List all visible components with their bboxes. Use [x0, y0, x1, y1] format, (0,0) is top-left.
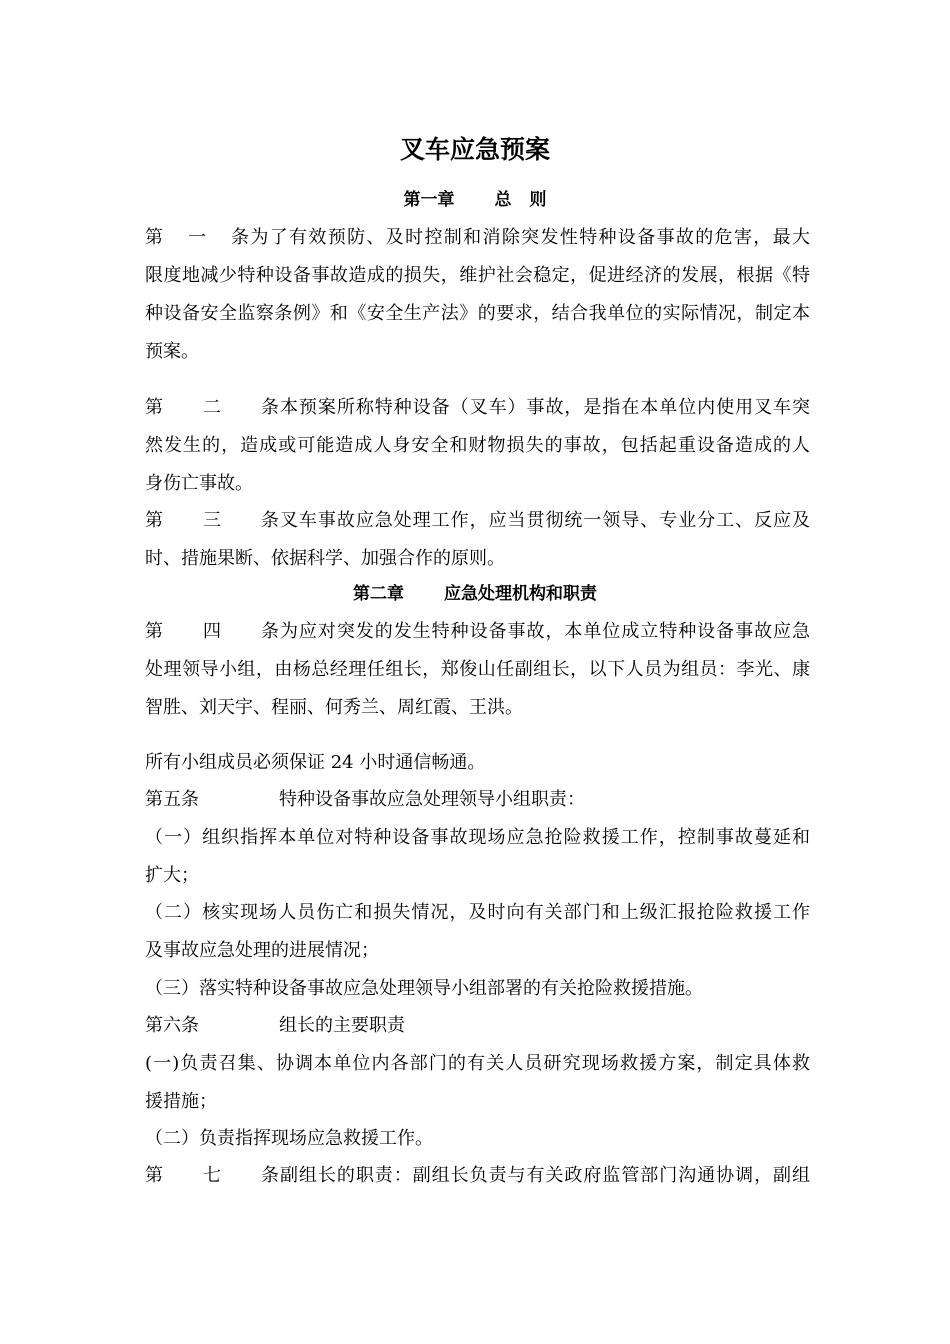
- article-5-label: 第五条: [145, 789, 199, 810]
- article-3-line-2: 时、措施果断、依据科学、加强合作的原则。: [145, 548, 505, 569]
- chapter-1-name-part1: 总: [494, 190, 512, 210]
- article-5-item-2-line-1: （二）核实现场人员伤亡和损失情况，及时向有关部门和上级汇报抢险救援工作: [145, 902, 810, 923]
- contact-note: 所有小组成员必须保证 24 小时通信畅通。: [145, 752, 486, 773]
- article-7-line-1: [145, 1164, 810, 1188]
- document-title: 叉车应急预案: [399, 135, 550, 164]
- article-3-line-1: [145, 509, 810, 533]
- article-3-label: 第三条: [145, 510, 279, 531]
- article-5-line-1: [145, 788, 810, 812]
- chapter-2-name: 应急处理机构和职责: [444, 584, 597, 604]
- article-6-item-1-line-2: 援措施；: [145, 1091, 217, 1112]
- article-2-line-3: 身伤亡事故。: [145, 473, 253, 494]
- article-1-label: 第一条: [145, 227, 249, 248]
- article-1-line-1: [145, 226, 810, 250]
- article-2-text: 本预案所称特种设备（叉车）事故，是指在本单位内使用叉车突: [279, 397, 810, 418]
- chapter-1-heading: [0, 186, 950, 214]
- article-4-label: 第四条: [145, 621, 279, 642]
- article-7-text: 副组长的职责：副组长负责与有关政府监管部门沟通协调，副组: [279, 1165, 810, 1186]
- chapter-2-label: 第二章: [353, 584, 404, 604]
- article-2-line-1: [145, 396, 810, 420]
- article-6-line-1: [145, 1014, 810, 1038]
- article-5-text: 特种设备事故应急处理领导小组职责：: [279, 789, 585, 810]
- article-1-line-3: 种设备安全监察条例》和《安全生产法》的要求，结合我单位的实际情况，制定本: [145, 303, 810, 324]
- chapter-1-name-part2: 则: [529, 190, 547, 210]
- article-4-text: 为应对突发的发生特种设备事故，本单位成立特种设备事故应急: [279, 621, 810, 642]
- chapter-2-heading: [0, 580, 950, 608]
- chapter-1-label: 第一章: [403, 190, 455, 210]
- article-5-item-1-line-2: 扩大；: [145, 865, 199, 886]
- article-6-item-1-line-1: (一)负责召集、协调本单位内各部门的有关人员研究现场救援方案，制定具体救: [145, 1053, 810, 1074]
- article-4-line-2: 处理领导小组，由杨总经理任组长，郑俊山任副组长，以下人员为组员：李光、康: [145, 659, 810, 680]
- article-4-line-1: [145, 620, 810, 644]
- article-1-line-2: 限度地减少特种设备事故造成的损失，维护社会稳定，促进经济的发展，根据《特: [145, 265, 810, 286]
- article-6-item-2: （二）负责指挥现场应急救援工作。: [145, 1128, 433, 1149]
- article-5-item-1-line-1: （一）组织指挥本单位对特种设备事故现场应急抢险救援工作，控制事故蔓延和: [145, 827, 810, 848]
- article-5-item-2-line-2: 及事故应急处理的进展情况；: [145, 940, 379, 961]
- article-2-line-2: 然发生的，造成或可能造成人身安全和财物损失的事故，包括起重设备造成的人: [145, 435, 810, 456]
- article-3-text: 叉车事故应急处理工作，应当贯彻统一领导、专业分工、反应及: [279, 510, 810, 531]
- article-1-text: 为了有效预防、及时控制和消除突发性特种设备事故的危害，最大: [249, 227, 810, 248]
- article-4-line-3: 智胜、刘天宇、程丽、何秀兰、周红霞、王洪。: [145, 697, 523, 718]
- article-5-item-3: （三）落实特种设备事故应急处理领导小组部署的有关抢险救援措施。: [145, 978, 703, 999]
- article-2-label: 第二条: [145, 397, 279, 418]
- article-6-label: 第六条: [145, 1015, 199, 1036]
- article-7-label: 第七条: [145, 1165, 279, 1186]
- article-1-line-4: 预案。: [145, 341, 199, 362]
- article-6-text: 组长的主要职责: [279, 1015, 405, 1036]
